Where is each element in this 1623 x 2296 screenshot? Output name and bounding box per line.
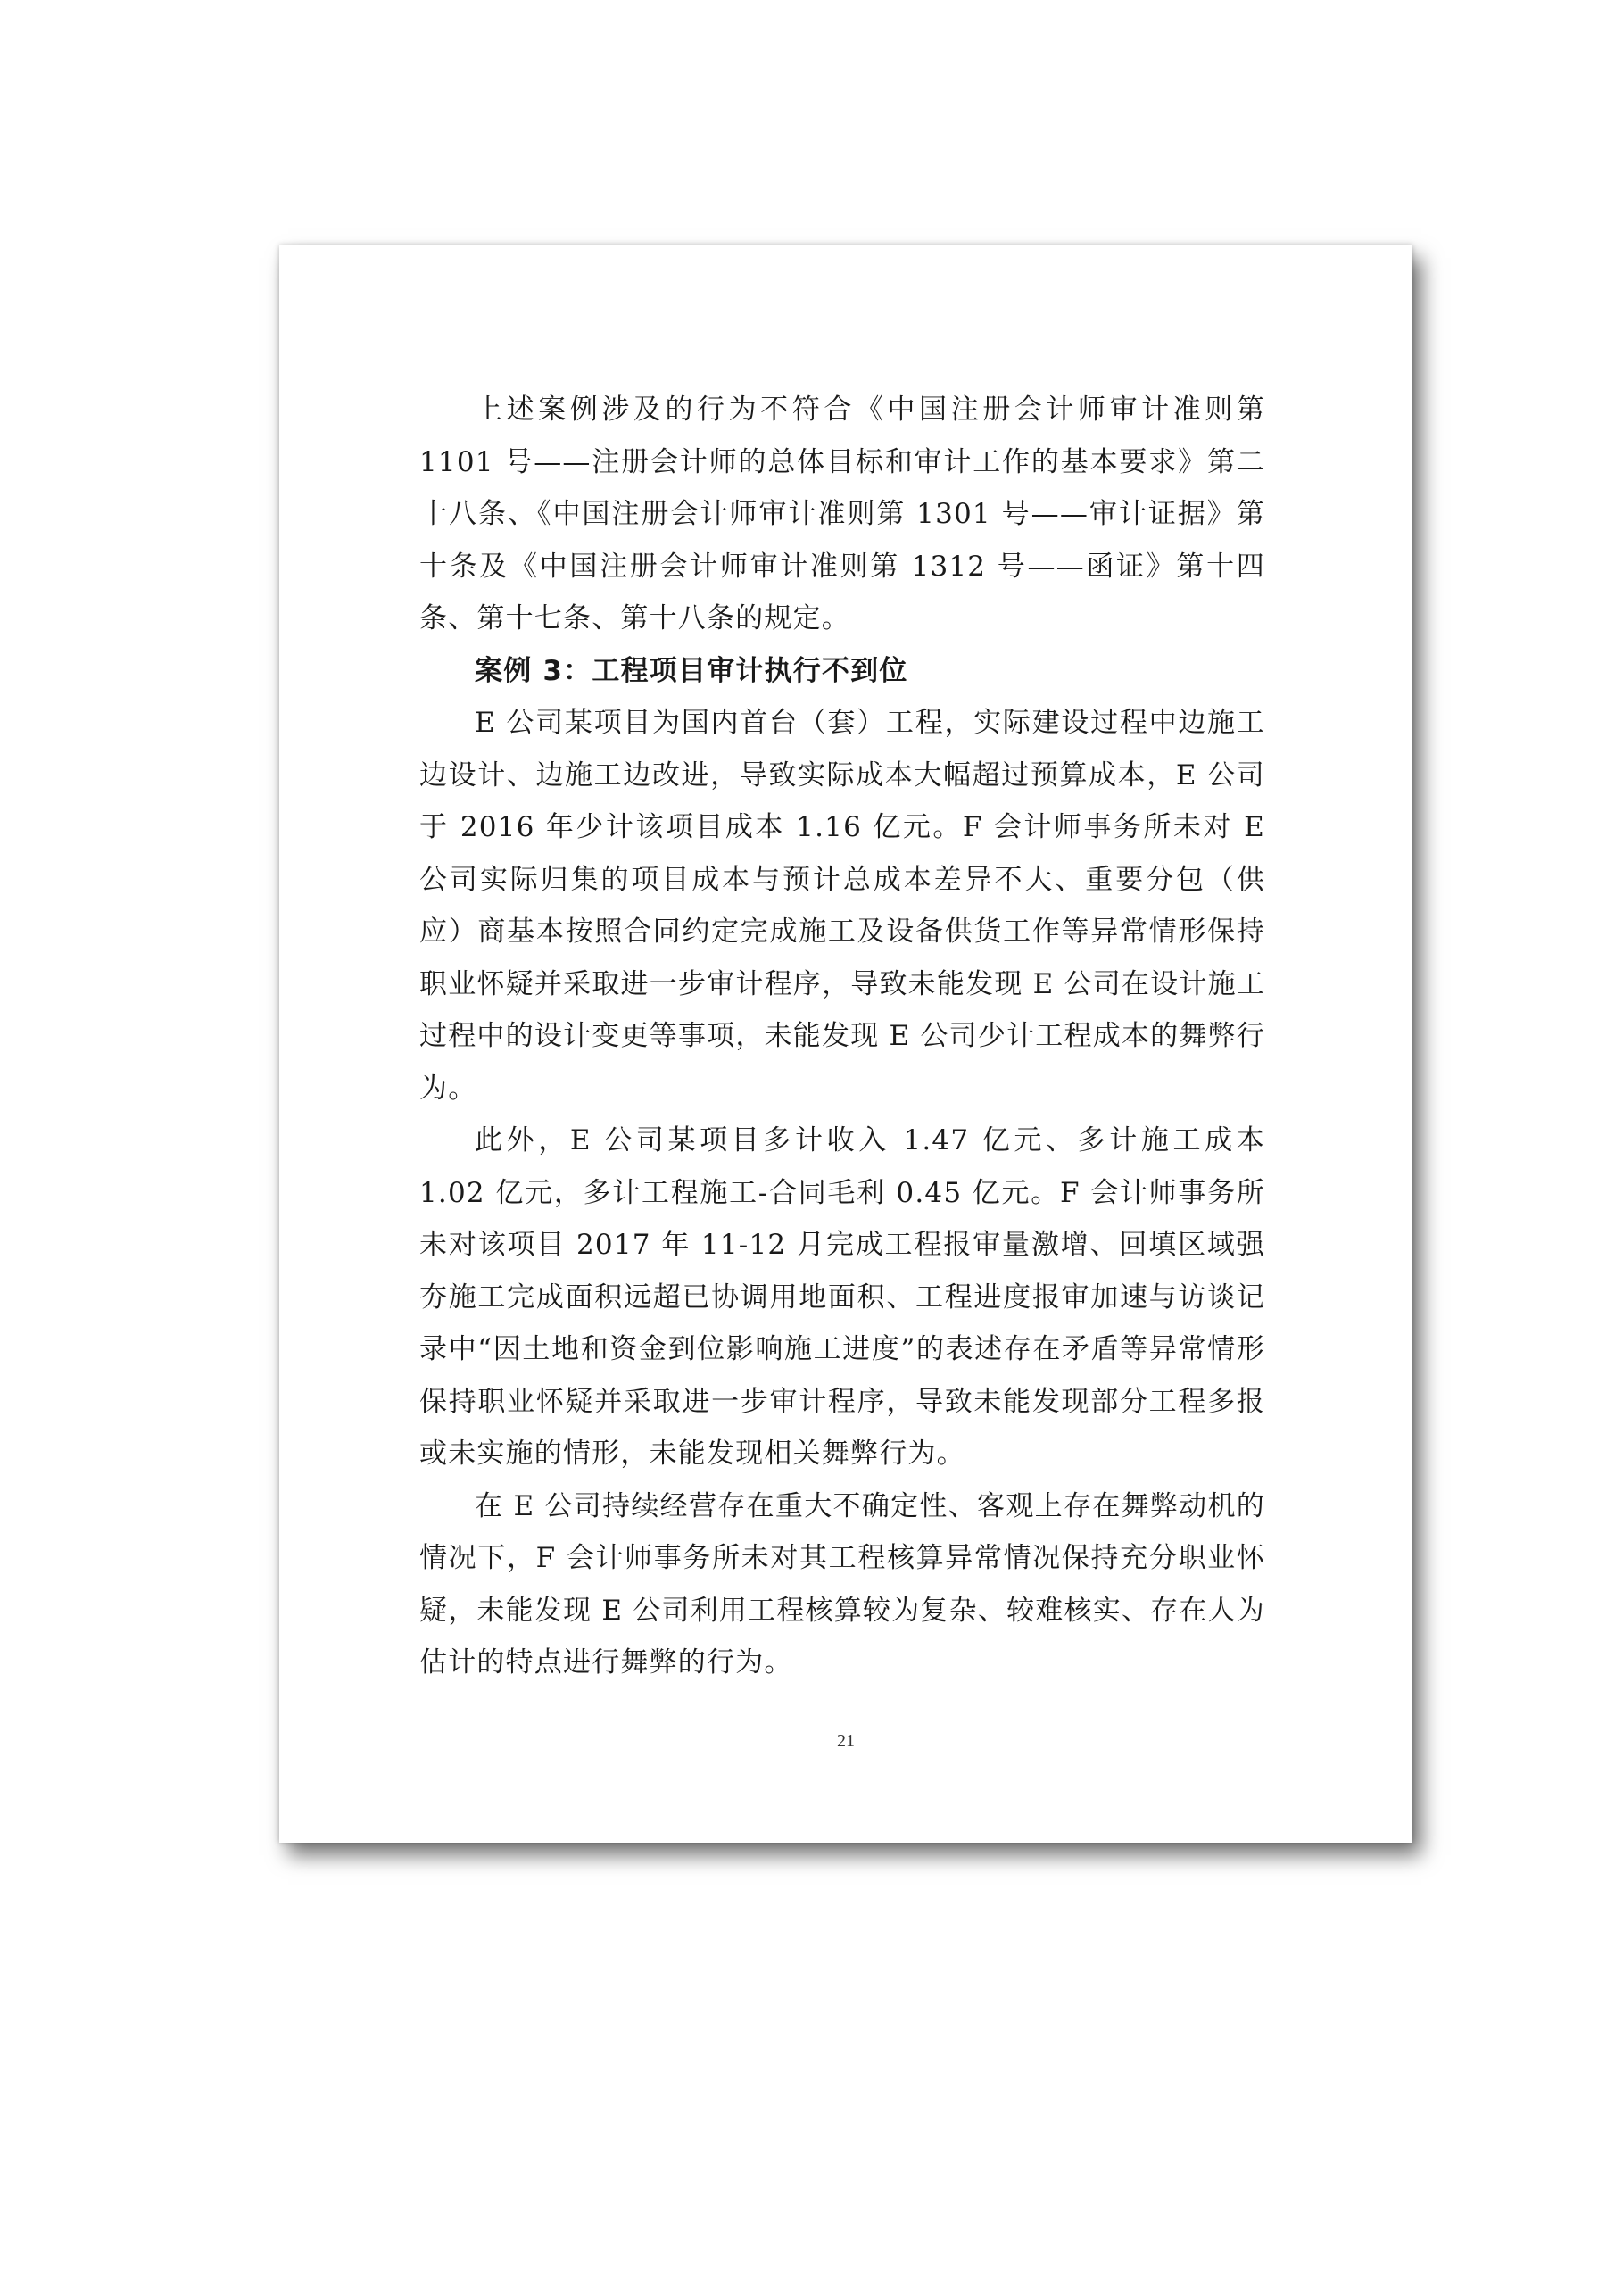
page-body (419, 384, 1265, 1689)
paragraph-case-3-going-concern: 在 E 公司持续经营存在重大不确定性、客观上存在舞弊动机的情况下，F 会计师事务所未对其工程核算异常情况保持充分职业怀疑，未能发现 E 公司利用工程核算较为复杂、较难核实、存在人为估计的特点进行舞弊的行为。 (419, 1489, 1265, 1678)
case-3-heading: 案例 3：工程项目审计执行不到位 (475, 654, 908, 687)
page-number: 21 (837, 1731, 855, 1751)
document-page (279, 245, 1412, 1843)
paragraph-case-3-cost: E 公司某项目为国内首台（套）工程，实际建设过程中边施工边设计、边施工边改进，导致实际成本大幅超过预算成本，E 公司于 2016 年少计该项目成本 1.16 亿元。F 会计师事务所未对 E 公司实际归集的项目成本与预计总成本差异不大、重要分包（供应）商基本按照合同约定完成施工及设备供货工作等异常情形保持职业怀疑并采取进一步审计程序，导致未能发现 E 公司在设计施工过程中的设计变更等事项，未能发现 E 公司少计工程成本的舞弊行为。 (419, 707, 1265, 1105)
paragraph-case-3-revenue: 此外，E 公司某项目多计收入 1.47 亿元、多计施工成本 1.02 亿元，多计工程施工-合同毛利 0.45 亿元。F 会计师事务所未对该项目 2017 年 11-12 月完成工程报审量激增、回填区域强夯施工完成面积远超已协调用地面积、工程进度报审加速与访谈记录中“因土地和资金到位影响施工进度”的表述存在矛盾等异常情形保持职业怀疑并采取进一步审计程序，导致未能发现部分工程多报或未实施的情形，未能发现相关舞弊行为。 (419, 1124, 1265, 1470)
paragraph-regulation-reference: 上述案例涉及的行为不符合《中国注册会计师审计准则第 1101 号——注册会计师的总体目标和审计工作的基本要求》第二十八条、《中国注册会计师审计准则第 1301 号——审计证据》第十条及《中国注册会计师审计准则第 1312 号——函证》第十四条、第十七条、第十八条的规定。 (419, 394, 1265, 634)
